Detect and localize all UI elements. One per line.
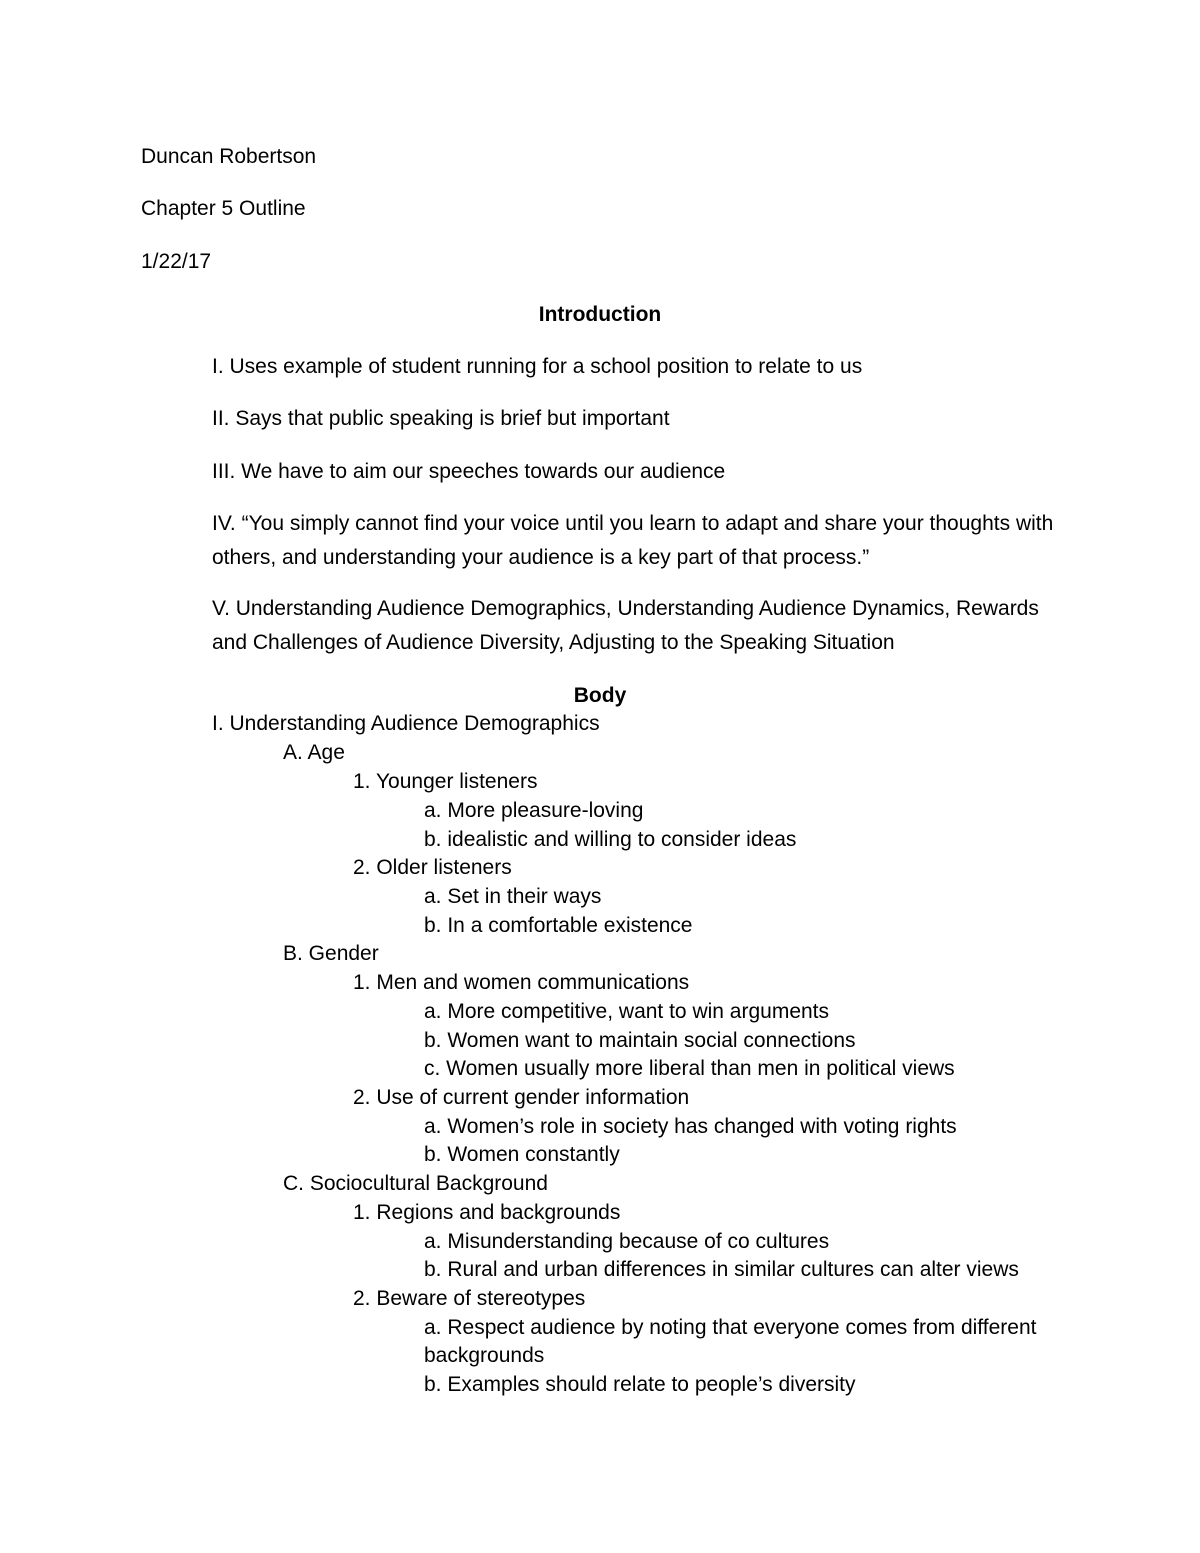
outline-level-4: b. Examples should relate to people’s diversity [424, 1373, 856, 1396]
outline-level-3: 1. Younger listeners [353, 770, 538, 793]
intro-item: V. Understanding Audience Demographics, Understanding Audience Dynamics, Rewards and Challenges of Audience Diversity, Adjusting to the Speaking Situation [212, 597, 1039, 654]
outline-level-4: a. Misunderstanding because of co cultures [424, 1230, 830, 1253]
outline-level-2: B. Gender [283, 942, 379, 965]
outline-level-1: I. Understanding Audience Demographics [212, 712, 600, 735]
introduction-heading: Introduction [538, 303, 662, 326]
outline-level-4: b. Rural and urban differences in similar cultures can alter views [424, 1258, 1019, 1281]
outline-level-2: A. Age [283, 741, 345, 764]
outline-level-4: c. Women usually more liberal than men in political views [424, 1057, 955, 1080]
intro-item: I. Uses example of student running for a school position to relate to us [212, 355, 863, 378]
outline-level-4: b. In a comfortable existence [424, 914, 693, 937]
outline-level-4: a. More competitive, want to win arguments [424, 1000, 830, 1023]
outline-level-4: b. Women constantly [424, 1143, 620, 1166]
outline-level-4: a. Women’s role in society has changed with voting rights [424, 1115, 957, 1138]
outline-level-4: a. Respect audience by noting that everyone comes from different backgrounds [424, 1316, 1037, 1367]
outline-level-4: b. Women want to maintain social connections [424, 1029, 856, 1052]
intro-item: IV. “You simply cannot find your voice until you learn to adapt and share your thoughts with others, and understanding your audience is a key part of that process.” [212, 512, 1054, 569]
author-name: Duncan Robertson [141, 145, 317, 168]
outline-level-4: a. More pleasure-loving [424, 799, 644, 822]
outline-level-2: C. Sociocultural Background [283, 1172, 548, 1195]
intro-item: III. We have to aim our speeches towards our audience [212, 460, 726, 483]
outline-level-4: a. Set in their ways [424, 885, 602, 908]
intro-item: II. Says that public speaking is brief but important [212, 407, 670, 430]
document-date: 1/22/17 [141, 250, 212, 273]
outline-level-3: 1. Men and women communications [353, 971, 690, 994]
document-title: Chapter 5 Outline [141, 197, 306, 220]
outline-level-3: 2. Older listeners [353, 856, 512, 879]
outline-level-3: 2. Use of current gender information [353, 1086, 690, 1109]
outline-level-3: 1. Regions and backgrounds [353, 1201, 621, 1224]
body-heading: Body [573, 684, 627, 707]
outline-level-3: 2. Beware of stereotypes [353, 1287, 586, 1310]
outline-level-4: b. idealistic and willing to consider ideas [424, 828, 797, 851]
